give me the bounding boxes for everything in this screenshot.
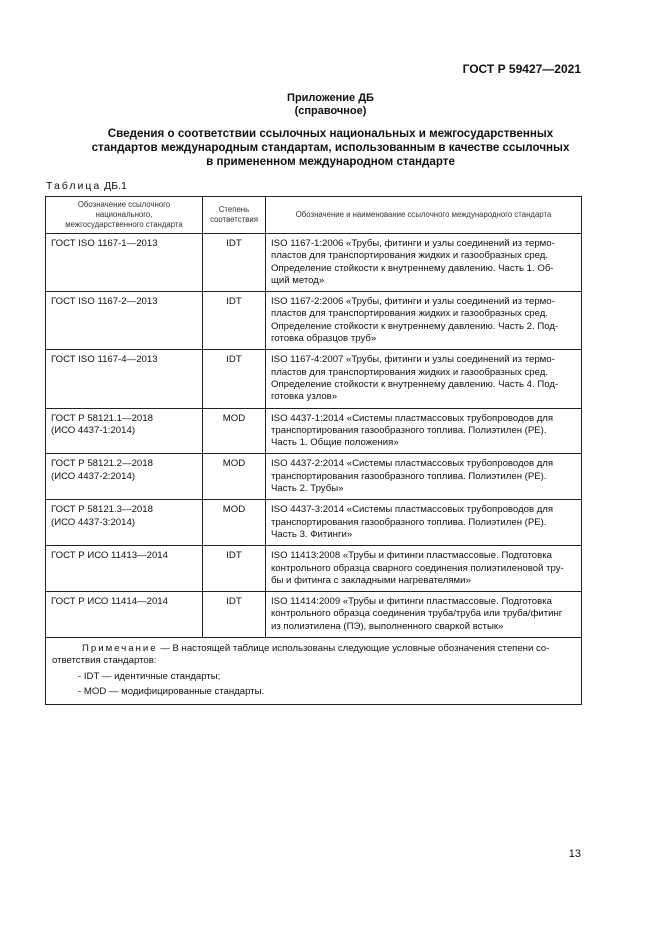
table-caption-label: Таблица [46,180,102,192]
degree-cell: IDT [203,234,266,292]
international-standard-cell: ISO 4437-2:2014 «Системы пластмассовых трубопроводов для транспортирования газообразного топлива. Полиэтилен (PE). Часть 2. Трубы» [266,454,582,500]
degree-cell: IDT [203,592,266,638]
degree-cell: IDT [203,292,266,350]
table-caption [46,180,127,192]
table-row [46,500,582,546]
note-item-idt: - IDT — идентичные стандарты; [78,670,221,682]
note-paragraph [52,643,575,668]
header-national-standard: Обозначение ссылочного национального, межгосударственного стандарта [46,197,203,234]
international-standard-cell: ISO 1167-4:2007 «Трубы, фитинги и узлы соединений из термо- пластов для транспортирования жидких и газообразных сред. Определение стойкости к внутреннему давлению. Часть 4. Под- готовка узлов» [266,350,582,408]
degree-cell: MOD [203,454,266,500]
page-number: 13 [568,848,581,860]
national-standard-cell: ГОСТ ISO 1167-4—2013 [46,350,203,408]
conformity-table [45,196,582,705]
table-note [46,638,582,705]
document-code: ГОСТ Р 59427—2021 [462,62,581,76]
national-standard-cell: ГОСТ ISO 1167-1—2013 [46,234,203,292]
table-note-row [46,638,582,705]
note-text: — В настоящей таблице использованы следующие условные обозначения степени со-ответствия стандартов: [52,643,550,667]
international-standard-cell: ISO 4437-1:2014 «Системы пластмассовых трубопроводов для транспортирования газообразного топлива. Полиэтилен (PE). Часть 1. Общие положения» [266,408,582,454]
national-standard-cell: ГОСТ Р 58121.3—2018 (ИСО 4437-3:2014) [46,500,203,546]
note-item-mod: - MOD — модифицированные стандарты. [78,685,265,697]
table-header-row [46,197,582,234]
table-row [46,454,582,500]
national-standard-cell: ГОСТ ISO 1167-2—2013 [46,292,203,350]
international-standard-cell: ISO 11413:2008 «Трубы и фитинги пластмассовые. Подготовка контрольного образца сварного соединения полиэтиленовой тру- бы и фитинга с закладными нагревателями» [266,546,582,592]
degree-cell: IDT [203,350,266,408]
table-row [46,234,582,292]
table-row [46,350,582,408]
international-standard-cell: ISO 11414:2009 «Трубы и фитинги пластмассовые. Подготовка контрольного образца соединения труба/труба или труба/фитинг из полиэтилена (ПЭ), выполненного сваркой встык» [266,592,582,638]
national-standard-cell: ГОСТ Р 58121.1—2018 (ИСО 4437-1:2014) [46,408,203,454]
table-row [46,292,582,350]
annex-subtitle: (справочное) [294,105,367,117]
header-degree: Степень соответствия [203,197,266,234]
international-standard-cell: ISO 1167-2:2006 «Трубы, фитинги и узлы соединений из термо- пластов для транспортирования жидких и газообразных сред. Определение стойкости к внутреннему давлению. Часть 2. Под- готовка образцов труб» [266,292,582,350]
header-international-standard: Обозначение и наименование ссылочного международного стандарта [266,197,582,234]
international-standard-cell: ISO 1167-1:2006 «Трубы, фитинги и узлы соединений из термо- пластов для транспортирования жидких и газообразных сред. Определение стойкости к внутреннему давлению. Часть 1. Об- щий метод» [266,234,582,292]
note-label: Примечание [82,643,158,655]
degree-cell: IDT [203,546,266,592]
table-caption-number: ДБ.1 [104,180,127,192]
degree-cell: MOD [203,408,266,454]
table-row [46,546,582,592]
degree-cell: MOD [203,500,266,546]
annex-title: Приложение ДБ [287,92,374,104]
national-standard-cell: ГОСТ Р ИСО 11413—2014 [46,546,203,592]
international-standard-cell: ISO 4437-3:2014 «Системы пластмассовых трубопроводов для транспортирования газообразного топлива. Полиэтилен (PE). Часть 3. Фитинги» [266,500,582,546]
annex-heading: Сведения о соответствии ссылочных национальных и межгосударственных стандартов международным стандартам, использованным в качестве ссылочных в примененном международном стандарте [91,127,570,168]
national-standard-cell: ГОСТ Р ИСО 11414—2014 [46,592,203,638]
table-row [46,592,582,638]
table-row [46,408,582,454]
national-standard-cell: ГОСТ Р 58121.2—2018 (ИСО 4437-2:2014) [46,454,203,500]
